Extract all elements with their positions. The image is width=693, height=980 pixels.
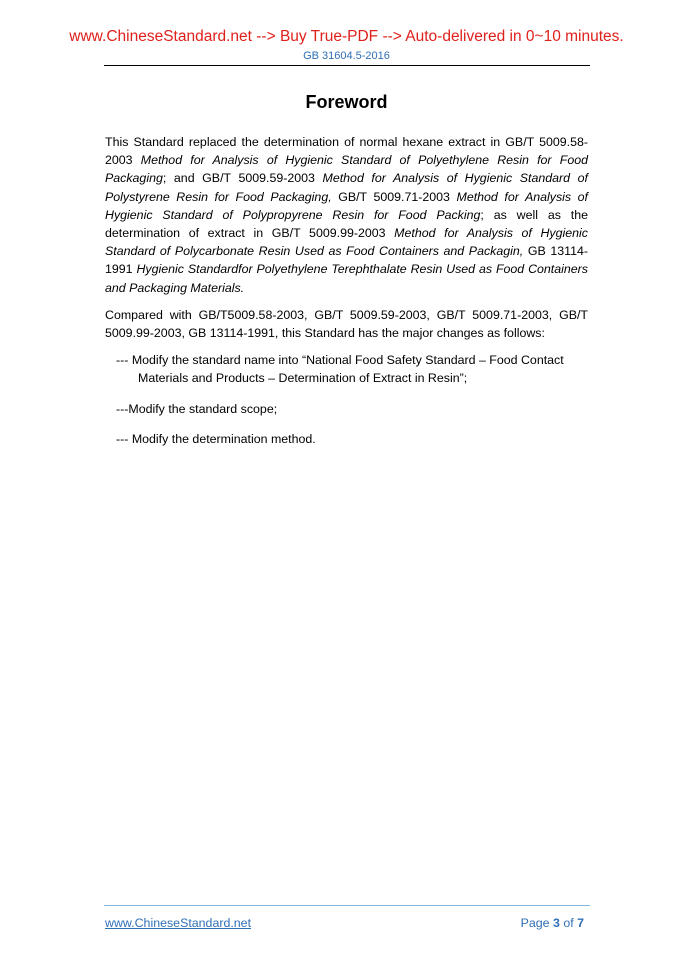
italic-title: Method for Analysis of Hygienic Standard of Polyethylene Resin for Food Packaging: [105, 153, 588, 186]
text-run: ; and GB/T 5009.59-2003: [162, 171, 323, 186]
page-label: Page: [520, 916, 553, 930]
page-indicator: [521, 916, 584, 930]
footer-rule: [104, 905, 590, 906]
promo-banner[interactable]: www.ChineseStandard.net --> Buy True-PDF --> Auto-delivered in 0~10 minutes.: [69, 28, 624, 45]
paragraph-comparison: Compared with GB/T5009.58-2003, GB/T 5009.59-2003, GB/T 5009.71-2003, GB/T 5009.99-2003, GB 13114-1991, this Standard has the major changes as follows:: [105, 307, 588, 341]
text-run: GB 13114-1991: [105, 244, 588, 277]
italic-title: Method for Analysis of Hygienic Standard of Polycarbonate Resin Used as Food Containers and Packagin,: [105, 226, 588, 259]
list-item: --- Modify the determination method.: [116, 431, 316, 446]
page-title: Foreword: [305, 92, 388, 112]
text-run: ; as well as the determination of extract in GB/T 5009.99-2003: [105, 207, 588, 241]
page-total: 7: [577, 916, 584, 930]
header-rule: [104, 65, 590, 66]
italic-title: Hygienic Standardfor Polyethylene Terephthalate Resin Used as Food Containers and Packaging Materials.: [105, 262, 588, 295]
text-run: This Standard replaced the determination of normal hexane extract in GB/T 5009.58-2003: [105, 135, 588, 168]
page-current: 3: [552, 916, 560, 930]
page-of: of: [559, 916, 578, 930]
list-item: --- Modify the standard name into “National Food Safety Standard – Food Contact Materials and Products – Determination of Extract in Resin”;: [116, 353, 564, 386]
italic-title: Method for Analysis of Hygienic Standard of Polypropyrene Resin for Food Packing: [105, 189, 588, 222]
text-run: GB/T 5009.71-2003: [331, 189, 457, 204]
document-body: [105, 133, 588, 460]
footer-website-link[interactable]: www.ChineseStandard.net: [105, 916, 252, 930]
paragraph-replacements: [105, 133, 588, 297]
changes-list: [105, 351, 588, 448]
standard-number: GB 31604.5-2016: [303, 50, 390, 62]
italic-title: Method for Analysis of Hygienic Standard of Polystyrene Resin for Food Packaging,: [105, 171, 588, 204]
list-item: ---Modify the standard scope;: [116, 401, 278, 416]
